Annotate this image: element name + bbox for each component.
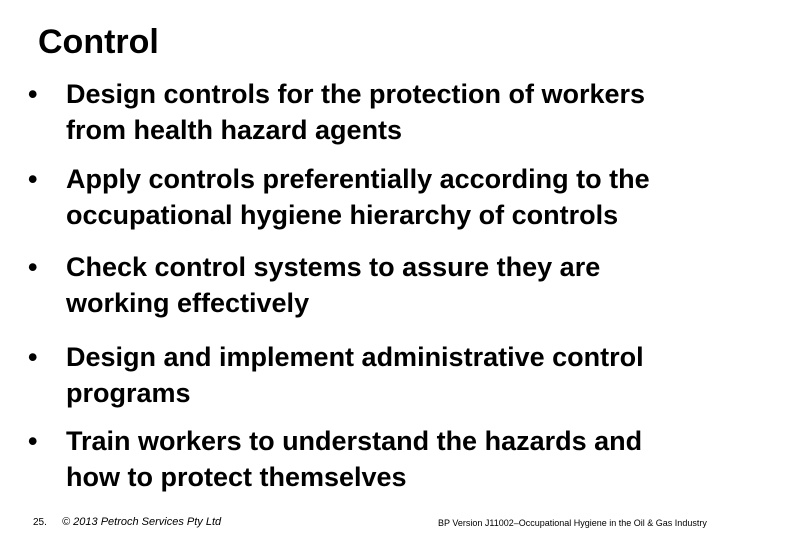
bullet-icon: •	[28, 426, 38, 456]
course-reference: BP Version J11002–Occupational Hygiene in the Oil & Gas Industry	[438, 518, 707, 528]
bullet-line: how to protect themselves	[66, 462, 407, 492]
bullet-icon: •	[28, 79, 38, 109]
bullet-icon: •	[28, 252, 38, 282]
slide-title: Control	[38, 23, 159, 61]
bullet-text	[66, 161, 788, 233]
bullet-line: from health hazard agents	[66, 115, 403, 145]
bullet-item	[28, 76, 788, 148]
bullet-icon: •	[28, 342, 38, 372]
bullet-text	[66, 423, 788, 495]
bullet-line: Check control systems to assure they are	[66, 252, 601, 282]
bullet-line: occupational hygiene hierarchy of controls	[66, 200, 619, 230]
bullet-icon: •	[28, 164, 38, 194]
copyright-notice: © 2013 Petroch Services Pty Ltd	[62, 516, 222, 528]
bullet-line: Design and implement administrative control	[66, 342, 644, 372]
bullet-item	[28, 249, 788, 321]
slide-footer	[0, 513, 810, 533]
page-number: 25.	[33, 517, 47, 528]
bullet-item	[28, 161, 788, 233]
bullet-line: Apply controls preferentially according to the	[66, 164, 650, 194]
bullet-line: working effectively	[66, 288, 310, 318]
bullet-line: Design controls for the protection of workers	[66, 79, 646, 109]
bullet-line: Train workers to understand the hazards and	[66, 426, 643, 456]
bullet-item	[28, 423, 788, 495]
bullet-line: programs	[66, 378, 191, 408]
bullet-item	[28, 339, 788, 411]
bullet-text	[66, 249, 788, 321]
bullet-text	[66, 339, 788, 411]
bullet-text	[66, 76, 788, 148]
